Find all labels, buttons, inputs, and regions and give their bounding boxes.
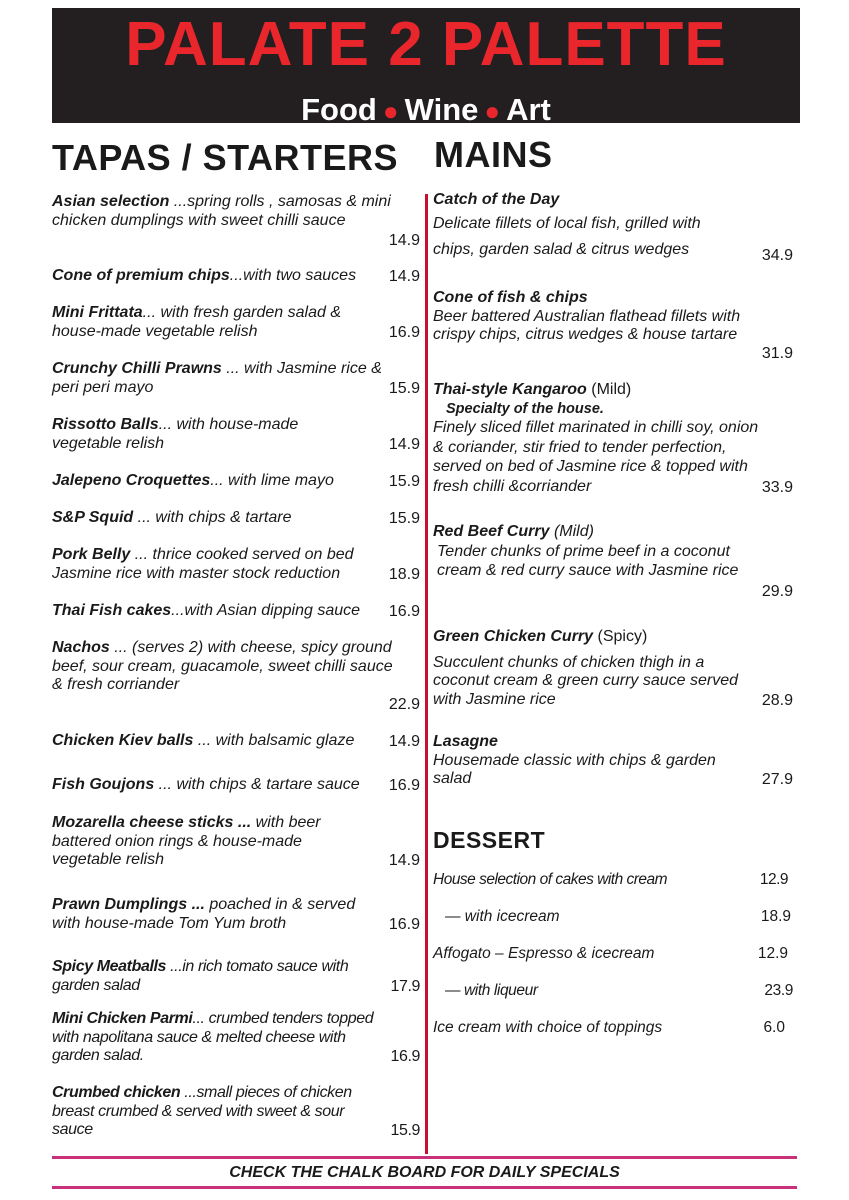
item-name: Catch of the Day: [433, 191, 560, 208]
menu-item: [52, 958, 420, 996]
menu-item: [52, 472, 420, 491]
item-price: 34.9: [761, 246, 793, 264]
item-desc: Finely sliced fillet marinated in chilli soy, onion & coriander, stir fried to tender perfection, served on bed of Jasmine rice & topped with fresh chilli &corriander: [433, 419, 759, 495]
item-name: Thai Fish cakes: [52, 602, 172, 619]
item-desc: Delicate fillets of local fish, grilled with chips, garden salad & citrus wedges: [433, 214, 701, 258]
menu-item: [433, 733, 795, 789]
item-subtitle: Specialty of the house.: [446, 400, 604, 417]
dessert-price: 18.9: [760, 908, 791, 925]
item-note: (Mild): [591, 381, 632, 398]
item-name: Pork Belly: [52, 546, 131, 563]
dessert-item: [433, 871, 788, 889]
item-name: Prawn Dumplings ...: [52, 896, 205, 913]
menu-item: [52, 546, 420, 584]
mains-heading: MAINS: [434, 134, 553, 175]
restaurant-title: PALATE 2 PALETTE: [125, 10, 727, 79]
item-price: 31.9: [761, 344, 793, 362]
column-divider: [425, 194, 428, 1154]
item-desc: ...spring rolls , samosas & mini chicken dumplings with sweet chilli sauce: [52, 193, 391, 229]
menu-item: [52, 416, 420, 454]
menu-item: [52, 602, 420, 621]
item-desc: ...with two sauces: [229, 267, 357, 284]
item-desc: ...with Asian dipping sauce: [171, 602, 361, 619]
item-price: 16.9: [388, 323, 420, 341]
item-price: 15.9: [388, 472, 420, 490]
bullet-dot-icon: ●: [484, 96, 501, 126]
item-price: 15.9: [388, 379, 420, 397]
item-price: 16.9: [388, 602, 420, 620]
item-desc: Beer battered Australian flathead fillets with crispy chips, citrus wedges & house tartare: [433, 307, 741, 343]
menu-item: [433, 191, 795, 265]
item-name: Mozarella cheese sticks ...: [52, 814, 252, 831]
item-price: 22.9: [388, 695, 420, 713]
item-desc: ... with fresh garden salad & house-made vegetable relish: [52, 304, 341, 340]
item-desc: ... with chips & tartare sauce: [154, 776, 360, 793]
menu-item: [433, 289, 795, 363]
item-price: 17.9: [390, 977, 420, 995]
dessert-price: 23.9: [764, 982, 793, 999]
item-desc: Tender chunks of prime beef in a coconut cream & red curry sauce with Jasmine rice: [437, 542, 739, 579]
item-price: 18.9: [388, 565, 420, 583]
menu-item: [52, 1084, 420, 1140]
item-desc: ...small pieces of chicken breast crumbed & served with sweet & sour sauce: [52, 1084, 352, 1138]
item-name: Jalepeno Croquettes: [52, 472, 211, 489]
tapas-heading: TAPAS / STARTERS: [52, 137, 399, 178]
item-price: 29.9: [761, 582, 793, 600]
item-name: Chicken Kiev balls: [52, 732, 194, 749]
menu-item: [52, 639, 420, 714]
menu-item: [52, 814, 420, 870]
item-price: 16.9: [388, 776, 420, 794]
item-price: 16.9: [390, 1047, 420, 1065]
item-name: Red Beef Curry: [433, 523, 550, 540]
item-name: Mini Frittata: [52, 304, 143, 321]
item-desc: ... with balsamic glaze: [193, 732, 355, 749]
menu-item: [52, 732, 420, 751]
item-name: Crunchy Chilli Prawns: [52, 360, 222, 377]
item-desc: ...in rich tomato sauce with garden salad: [52, 958, 349, 994]
dessert-item: [433, 982, 793, 1000]
menu-item: [433, 381, 795, 497]
footer-rule-top: [52, 1156, 797, 1159]
item-desc: with beer battered onion rings & house-made vegetable relish: [52, 814, 321, 868]
item-name: Cone of fish & chips: [433, 289, 588, 306]
dessert-price: 12.9: [757, 945, 788, 962]
item-name: Fish Goujons: [52, 776, 155, 793]
item-price: 33.9: [761, 478, 793, 496]
item-desc: Succulent chunks of chicken thigh in a coconut cream & green curry sauce served with Jasmine rice: [433, 653, 739, 708]
dessert-label: — with liqueur: [445, 982, 538, 999]
dessert-price: 6.0: [763, 1019, 785, 1036]
dessert-item: [433, 908, 791, 926]
item-desc: ... with chips & tartare: [133, 509, 292, 526]
item-desc: poached in & served with house-made Tom Yum broth: [52, 896, 356, 932]
dessert-item: [433, 945, 788, 963]
item-price: 14.9: [388, 231, 420, 249]
item-name: Crumbed chicken: [52, 1084, 181, 1101]
menu-item: [433, 523, 795, 601]
footer-notice: CHECK THE CHALK BOARD FOR DAILY SPECIALS: [229, 1164, 620, 1181]
item-price: 14.9: [388, 267, 420, 285]
item-price: 15.9: [390, 1121, 420, 1139]
item-price: 16.9: [388, 915, 420, 933]
tagline-food: Food: [301, 92, 377, 127]
bullet-dot-icon: ●: [382, 96, 399, 126]
menu-item: [52, 304, 420, 342]
item-desc: ... with house-made vegetable relish: [52, 416, 299, 452]
item-name: Cone of premium chips: [52, 267, 230, 284]
menu-item: [52, 776, 420, 795]
menu-item: [52, 193, 420, 250]
header-banner: [52, 8, 800, 127]
item-note: (Spicy): [597, 628, 648, 645]
item-name: Green Chicken Curry: [433, 628, 594, 645]
item-price: 27.9: [761, 770, 793, 788]
item-price: 14.9: [388, 732, 420, 750]
item-name: Thai-style Kangaroo: [433, 381, 587, 398]
tagline-wine: Wine: [404, 92, 479, 127]
item-price: 14.9: [388, 435, 420, 453]
item-name: Rissotto Balls: [52, 416, 159, 433]
item-desc: ... with Jasmine rice & peri peri mayo: [52, 360, 382, 396]
menu-item: [433, 628, 795, 710]
item-note: (Mild): [553, 523, 594, 540]
dessert-label: Affogato – Espresso & icecream: [433, 945, 655, 962]
menu-item: [52, 267, 420, 286]
dessert-item: [433, 1019, 788, 1037]
item-desc: Housemade classic with chips & garden salad: [433, 751, 716, 787]
menu-item: [52, 509, 420, 528]
dessert-price: 12.9: [759, 871, 788, 888]
item-name: Spicy Meatballs: [52, 958, 167, 975]
item-name: S&P Squid: [52, 509, 134, 526]
menu-item: [52, 1010, 420, 1066]
item-name: Lasagne: [433, 733, 498, 750]
dessert-heading: DESSERT: [433, 827, 546, 853]
item-name: Mini Chicken Parmi: [52, 1010, 193, 1027]
item-name: Nachos: [52, 639, 110, 656]
item-price: 28.9: [761, 691, 793, 709]
tagline: [52, 92, 800, 129]
footer-rule-bottom: [52, 1186, 797, 1189]
item-desc: ... with lime mayo: [210, 472, 334, 489]
dessert-label: Ice cream with choice of toppings: [433, 1019, 663, 1036]
dessert-label: House selection of cakes with cream: [433, 871, 668, 888]
menu-item: [52, 360, 420, 398]
item-desc: ... crumbed tenders topped with napolitana sauce & melted cheese with garden salad.: [52, 1010, 374, 1064]
item-desc: ... (serves 2) with cheese, spicy ground beef, sour cream, guacamole, sweet chilli sauce & fresh corriander: [52, 639, 393, 693]
item-name: Asian selection: [52, 193, 170, 210]
menu-item: [52, 896, 420, 934]
dessert-label: — with icecream: [445, 908, 560, 925]
item-price: 14.9: [388, 851, 420, 869]
tagline-art: Art: [506, 92, 551, 127]
item-price: 15.9: [388, 509, 420, 527]
item-desc: ... thrice cooked served on bed Jasmine rice with master stock reduction: [52, 546, 354, 582]
